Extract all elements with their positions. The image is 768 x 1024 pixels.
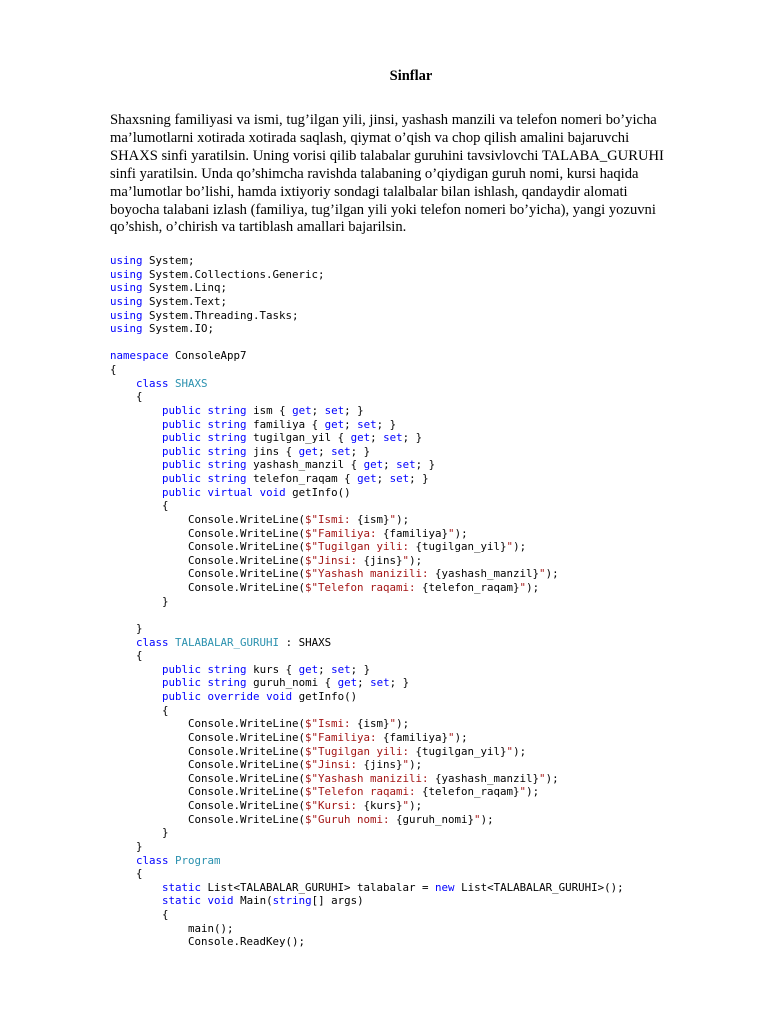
code-text (110, 676, 162, 689)
code-keyword: public (162, 458, 202, 472)
code-keyword: set (389, 472, 410, 485)
code-text: Console.WriteLine( (110, 512, 306, 526)
code-text: ; (318, 444, 332, 458)
code-string: " (539, 567, 546, 581)
code-text: kurs { (246, 662, 299, 676)
paragraph-line: ma’lumotlarni xotirada xotirada saqlash, qiymat o’qish va chop qilish amalini bajaruvchi (110, 129, 630, 146)
code-line (110, 676, 750, 690)
code-text: {kurs} (363, 799, 403, 812)
code-line (110, 268, 750, 282)
code-text: {telefon_raqam} (422, 581, 520, 594)
code-keyword: static (162, 880, 202, 894)
code-line (110, 908, 750, 922)
code-line (110, 418, 750, 432)
code-keyword: string (207, 676, 247, 690)
code-text: {guruh_nomi} (396, 812, 475, 826)
code-text: ; } (350, 662, 371, 676)
code-line (110, 281, 750, 295)
code-text: ; (344, 417, 358, 431)
code-line (110, 486, 750, 500)
code-text: getInfo() (285, 485, 351, 499)
code-line (110, 377, 750, 391)
code-text: ); (396, 512, 410, 526)
code-text: ; (318, 662, 332, 676)
code-keyword: class (136, 635, 169, 649)
code-type-name: TALABALAR_GURUHI (175, 635, 280, 649)
code-text: ); (513, 744, 527, 758)
paragraph-line: qo’shish, o’chirish va tartiblash amallari bajarilsin. (110, 219, 407, 236)
code-text: ; (311, 403, 325, 417)
code-text: {yashash_manzil} (435, 771, 540, 785)
code-string: $"Ismi: (305, 717, 358, 731)
code-text: ); (409, 553, 423, 567)
code-line (110, 254, 750, 268)
code-text: ConsoleApp7 (168, 349, 247, 363)
code-string: $"Ismi: (305, 512, 358, 526)
code-keyword: public (162, 403, 202, 417)
code-keyword: string (207, 403, 247, 417)
code-line (110, 540, 750, 554)
code-line (110, 322, 750, 336)
code-text: Console.WriteLine( (110, 758, 306, 772)
code-text: {telefon_raqam} (422, 785, 520, 799)
code-keyword: set (396, 458, 416, 472)
code-keyword: set (331, 662, 351, 676)
code-string: " (448, 730, 455, 744)
code-line (110, 731, 750, 745)
code-text: {ism} (357, 717, 390, 731)
code-text: ); (396, 717, 410, 731)
code-line (110, 567, 750, 581)
code-line (110, 745, 750, 759)
code-text: {familiya} (383, 730, 449, 744)
code-text: guruh_nomi { (246, 676, 338, 690)
code-line (110, 581, 750, 595)
code-line (110, 309, 750, 323)
code-text: Console.WriteLine( (110, 717, 306, 731)
code-keyword: public (162, 444, 202, 458)
code-text: { (110, 390, 143, 404)
code-text: Console.WriteLine( (110, 581, 306, 594)
code-text: Console.WriteLine( (110, 730, 306, 744)
code-text: telefon_raqam { (246, 472, 358, 485)
code-string: $"Tugilgan yili: (305, 540, 416, 554)
code-keyword: public (162, 472, 202, 485)
code-text: System.Collections.Generic; (142, 267, 325, 281)
code-text: ); (513, 540, 527, 554)
code-keyword: void (266, 690, 293, 703)
code-keyword: void (259, 485, 286, 499)
code-string: " (402, 553, 410, 567)
code-text: Console.WriteLine( (110, 812, 306, 826)
code-text: {jins} (363, 553, 403, 567)
code-line (110, 935, 750, 949)
code-keyword: string (272, 894, 312, 908)
code-text: tugilgan_yil { (246, 431, 351, 445)
code-line (110, 336, 750, 350)
code-string: $"Familiya: (305, 730, 384, 744)
code-keyword: using (110, 254, 143, 267)
code-text: { (110, 363, 117, 376)
code-line (110, 854, 750, 868)
code-string: $"Familiya: (305, 526, 384, 540)
code-text: System.Linq; (142, 281, 228, 295)
code-keyword: string (207, 444, 247, 458)
task-description (110, 112, 710, 237)
paragraph-line: ma’lumotlar bo’lishi, hamda ixtiyoriy sondagi talalbalar bilan ishlash, qandaydir alomati (110, 183, 628, 200)
code-string: $"Tugilgan yili: (305, 744, 416, 758)
code-text: { (110, 703, 169, 717)
code-text: ; } (415, 458, 436, 472)
code-line (110, 527, 750, 541)
code-text: System.Text; (142, 294, 228, 308)
code-keyword: get (357, 472, 377, 485)
code-line (110, 922, 750, 936)
code-text (110, 854, 136, 867)
code-text: {ism} (357, 512, 390, 526)
code-text: { (110, 499, 169, 513)
code-text: ); (454, 730, 468, 744)
code-keyword: get (350, 431, 371, 445)
code-keyword: virtual (207, 485, 254, 499)
code-keyword: string (207, 458, 247, 472)
code-text: {yashash_manzil} (435, 567, 540, 581)
code-text: List<TALABALAR_GURUHI>(); (454, 880, 624, 894)
code-line (110, 349, 750, 363)
code-keyword: using (110, 308, 143, 322)
code-text: ); (409, 799, 423, 812)
code-text: } (110, 839, 143, 853)
code-text: List<TALABALAR_GURUHI> talabalar = (201, 880, 436, 894)
code-text (110, 431, 162, 444)
code-keyword: get (337, 676, 358, 690)
code-string: $"Jinsi: (305, 553, 364, 567)
code-keyword: public (162, 417, 202, 431)
page-title: Sinflar (389, 68, 433, 84)
code-string: " (389, 512, 397, 526)
code-line (110, 404, 750, 418)
code-keyword: namespace (110, 349, 169, 363)
code-keyword: get (292, 403, 312, 417)
code-keyword: public (162, 485, 202, 499)
code-text: { (110, 649, 143, 663)
code-text: main(); (110, 921, 234, 935)
code-keyword: string (207, 662, 247, 676)
code-line (110, 894, 750, 908)
code-text: {tugilgan_yil} (415, 744, 507, 758)
code-string: " (506, 540, 514, 554)
paragraph-line: boyocha talabani izlash (familiya, tug’ilgan yili yoki telefon nomeri bo’yicha), yangi yozuvni (110, 201, 656, 218)
paragraph-line: Shaxsning familiyasi va ismi, tug’ilgan yili, jinsi, yashash manzili va telefon nomeri bo’yicha (110, 112, 657, 128)
code-line (110, 363, 750, 377)
code-text (110, 486, 162, 499)
code-text: ; } (402, 431, 423, 445)
code-line (110, 554, 750, 568)
code-line (110, 636, 750, 650)
code-keyword: using (110, 281, 143, 295)
code-line (110, 622, 750, 636)
code-keyword: set (331, 444, 351, 458)
code-text (110, 690, 162, 703)
code-text: { (110, 908, 169, 921)
code-line (110, 840, 750, 854)
code-string: " (402, 758, 410, 772)
code-text: ; (370, 431, 384, 445)
code-text: Console.WriteLine( (110, 785, 306, 799)
code-string: $"Kursi: (305, 799, 364, 812)
code-text: Console.WriteLine( (110, 744, 306, 758)
code-keyword: set (357, 417, 377, 431)
code-line (110, 758, 750, 772)
code-text: Console.WriteLine( (110, 567, 306, 581)
code-text: ); (545, 771, 559, 785)
code-line (110, 472, 750, 486)
code-string: $"Yashash manizili: (305, 567, 436, 581)
code-keyword: get (298, 662, 319, 676)
code-line (110, 390, 750, 404)
code-keyword: override (207, 690, 260, 703)
code-text: yashash_manzil { (246, 458, 364, 472)
code-line (110, 785, 750, 799)
code-text: ; } (344, 403, 364, 417)
code-line (110, 813, 750, 827)
code-listing (110, 254, 750, 949)
code-line (110, 690, 750, 704)
code-keyword: get (324, 417, 345, 431)
code-text: ); (454, 526, 468, 540)
code-string: " (506, 744, 514, 758)
code-string: " (474, 812, 481, 826)
code-text: } (110, 826, 169, 840)
code-text: ; } (389, 676, 410, 690)
code-text: familiya { (246, 417, 325, 431)
code-text: {jins} (363, 758, 403, 772)
code-keyword: set (324, 403, 345, 417)
code-keyword: get (363, 458, 384, 472)
code-text: {familiya} (383, 526, 449, 540)
code-line (110, 431, 750, 445)
code-keyword: using (110, 294, 143, 308)
code-text: ; (357, 676, 371, 690)
code-string: $"Telefon raqami: (305, 581, 423, 594)
code-line (110, 499, 750, 513)
code-line (110, 663, 750, 677)
code-text: ); (409, 758, 423, 772)
code-text: ; (376, 472, 390, 485)
code-text: {tugilgan_yil} (415, 540, 507, 554)
code-string: " (539, 771, 546, 785)
code-text: ; } (376, 417, 397, 431)
code-text (110, 445, 162, 458)
code-string: $"Jinsi: (305, 758, 364, 772)
code-keyword: public (162, 662, 202, 676)
code-text (110, 636, 136, 649)
code-keyword: string (207, 417, 247, 431)
code-keyword: void (207, 894, 234, 908)
code-keyword: set (370, 676, 390, 690)
code-line (110, 704, 750, 718)
code-keyword: using (110, 322, 143, 336)
code-text: [] args) (311, 894, 364, 908)
code-text: { (110, 867, 143, 881)
code-text: } (110, 594, 169, 608)
code-text: System; (142, 254, 195, 267)
code-keyword: new (435, 880, 455, 894)
code-line (110, 295, 750, 309)
code-string: " (519, 785, 527, 799)
code-text: jins { (246, 444, 299, 458)
code-line (110, 513, 750, 527)
code-line (110, 772, 750, 786)
code-text (110, 458, 162, 471)
code-text: System.IO; (142, 322, 215, 336)
code-type-name: SHAXS (175, 376, 208, 390)
code-keyword: using (110, 267, 143, 281)
code-string: $"Telefon raqami: (305, 785, 423, 799)
code-text: ); (526, 785, 540, 799)
code-text: Console.WriteLine( (110, 553, 306, 567)
code-text: ; } (409, 472, 429, 485)
code-keyword: static (162, 894, 202, 908)
code-text (110, 894, 162, 907)
code-string: $"Guruh nomi: (305, 812, 397, 826)
code-line (110, 458, 750, 472)
code-text: Console.WriteLine( (110, 540, 306, 554)
code-keyword: set (383, 431, 403, 445)
code-text: Console.ReadKey(); (110, 935, 306, 949)
code-line (110, 595, 750, 609)
paragraph-line: SHAXS sinfi yaratilsin. Uning vorisi qilib talabalar guruhini tavsivlovchi TALABA_GURUHI (110, 147, 664, 164)
code-text (110, 377, 136, 390)
code-text: } (110, 621, 143, 635)
code-string: " (389, 717, 397, 731)
code-keyword: public (162, 676, 202, 690)
code-line (110, 799, 750, 813)
paragraph-line: sinfi yaratilsin. Unda qo’shimcha ravishda talabaning o’qiydigan guruh nomi, kursi haqida (110, 165, 639, 182)
code-line (110, 717, 750, 731)
code-string: $"Yashash manizili: (305, 771, 436, 785)
code-type-name: Program (175, 853, 221, 867)
code-line (110, 867, 750, 881)
code-text: Console.WriteLine( (110, 526, 306, 540)
code-text (110, 418, 162, 431)
code-text: Main( (233, 894, 273, 908)
code-line (110, 608, 750, 622)
code-string: " (402, 799, 410, 812)
code-keyword: public (162, 431, 202, 445)
code-text: Console.WriteLine( (110, 771, 306, 785)
code-text: : SHAXS (279, 635, 332, 649)
code-line (110, 649, 750, 663)
code-text (110, 472, 162, 485)
code-text: getInfo() (292, 690, 358, 703)
code-keyword: public (162, 690, 202, 703)
code-keyword: string (207, 431, 247, 445)
code-keyword: get (298, 444, 319, 458)
code-string: " (448, 526, 455, 540)
code-text: ism { (246, 403, 293, 417)
code-line (110, 445, 750, 459)
code-text: Console.WriteLine( (110, 799, 306, 812)
code-keyword: string (207, 472, 247, 485)
code-text: ); (480, 812, 494, 826)
code-text: ; } (350, 444, 371, 458)
code-line (110, 881, 750, 895)
code-text: ; (383, 458, 397, 472)
code-keyword: class (136, 853, 169, 867)
code-text: System.Threading.Tasks; (142, 308, 299, 322)
code-string: " (519, 581, 527, 594)
code-text: ); (526, 581, 540, 594)
code-text: ); (545, 567, 559, 581)
code-text (110, 881, 162, 894)
code-text (110, 663, 162, 676)
code-keyword: class (136, 376, 169, 390)
code-text (110, 404, 162, 417)
code-line (110, 826, 750, 840)
